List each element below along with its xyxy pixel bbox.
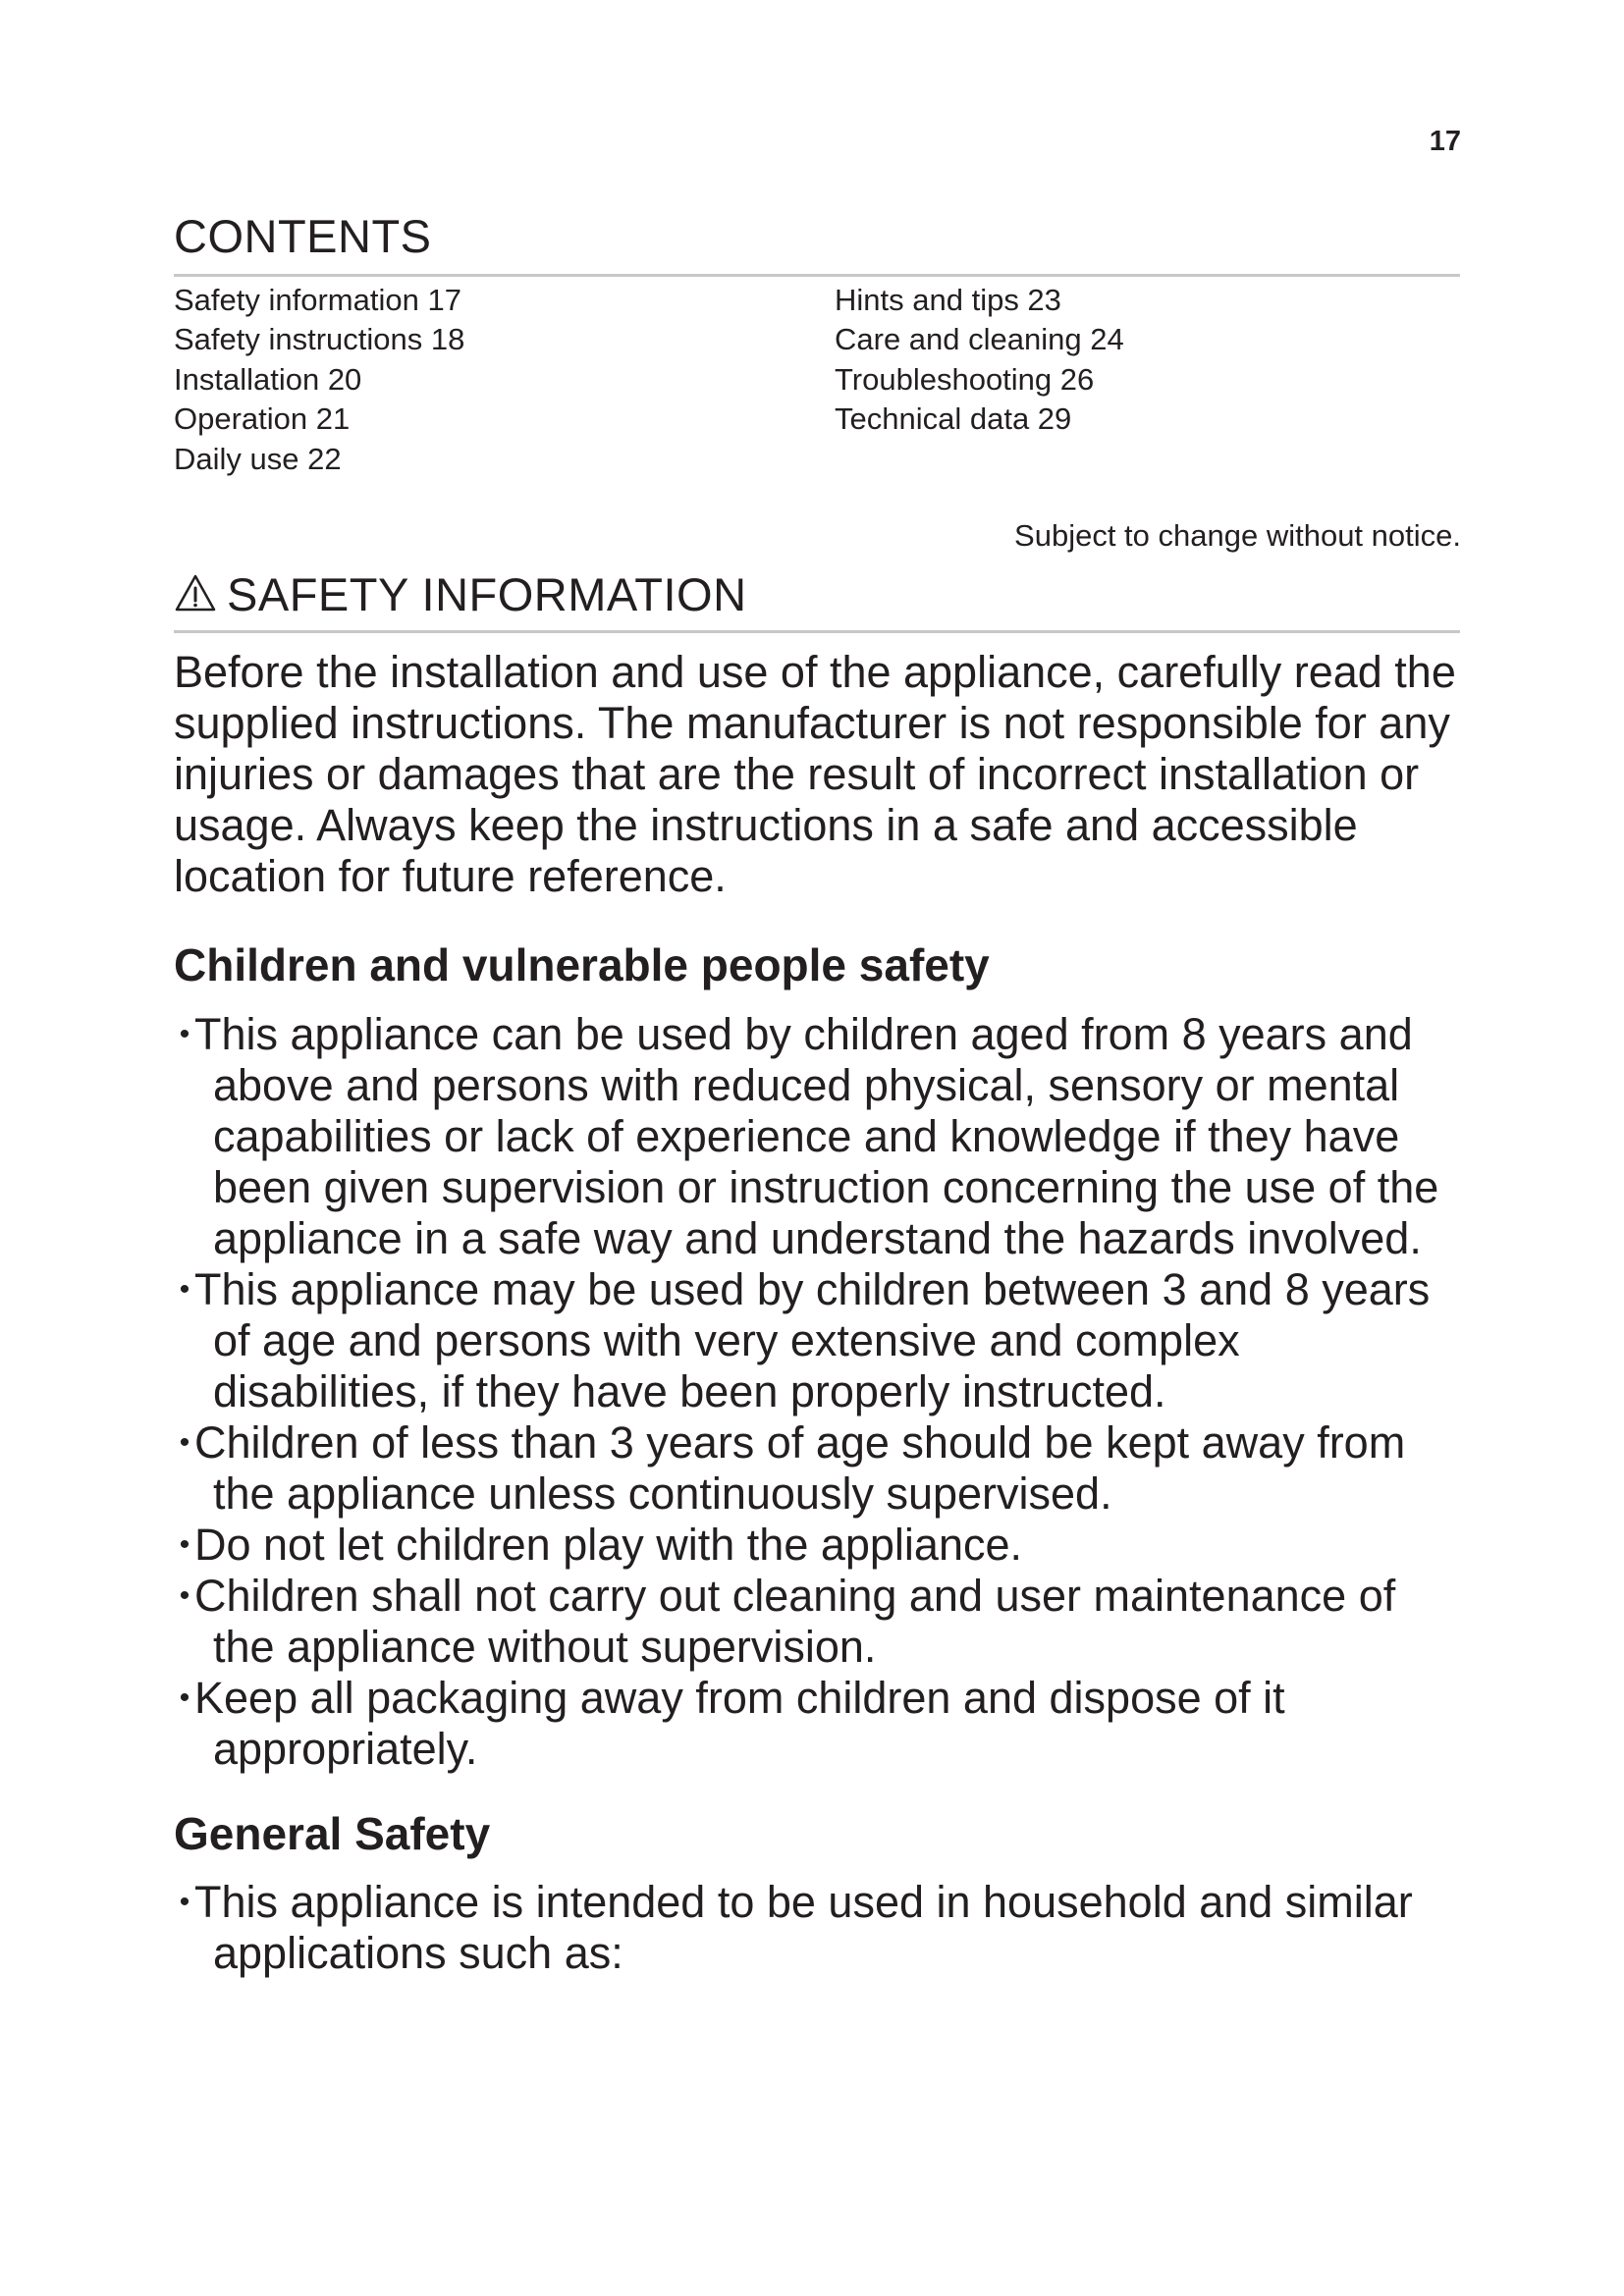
- list-item-text: Do not let children play with the appliance.: [194, 1519, 1023, 1570]
- bullet-dot-icon: •: [179, 1886, 190, 1919]
- list-item: [174, 1009, 1460, 1264]
- toc-item[interactable]: Hints and tips 23: [835, 282, 1061, 317]
- safety-title-text: SAFETY INFORMATION: [227, 568, 747, 620]
- safety-divider: [174, 630, 1460, 633]
- table-of-contents: [174, 281, 1460, 480]
- list-item: [174, 1877, 1460, 1979]
- toc-right-column: [835, 281, 1460, 480]
- list-item: [174, 1520, 1460, 1571]
- list-item: [174, 1571, 1460, 1673]
- safety-intro-paragraph: Before the installation and use of the appliance, carefully read the supplied instructions. The manufacturer is not responsible for any injuries or damages that are the result of incorrect installation or usage. Always keep the instructions in a safe and accessible location for future reference.: [174, 646, 1456, 901]
- bullet-dot-icon: •: [179, 1527, 190, 1561]
- list-item-text: This appliance is intended to be used in household and similar applications such as:: [194, 1877, 1413, 1979]
- safety-title: [174, 569, 1460, 620]
- list-item: [174, 1264, 1460, 1417]
- toc-item[interactable]: Safety information 17: [174, 282, 461, 317]
- list-item: [174, 1673, 1460, 1775]
- toc-item[interactable]: Troubleshooting 26: [835, 361, 1095, 397]
- toc-item[interactable]: Technical data 29: [835, 401, 1072, 437]
- bullet-dot-icon: •: [179, 1425, 190, 1459]
- safety-information-section: [174, 569, 1460, 1979]
- contents-section: [174, 211, 1460, 479]
- toc-item[interactable]: Installation 20: [174, 361, 362, 397]
- list-item-text: This appliance may be used by children between 3 and 8 years of age and persons with very extensive and complex disabilities, if they have been properly instructed.: [194, 1263, 1431, 1416]
- list-item-text: Children of less than 3 years of age should be kept away from the appliance unless continuously supervised.: [194, 1416, 1406, 1519]
- list-item: [174, 1417, 1460, 1520]
- bullet-dot-icon: •: [179, 1681, 190, 1714]
- toc-item[interactable]: Care and cleaning 24: [835, 322, 1124, 357]
- bullet-dot-icon: •: [179, 1578, 190, 1612]
- contents-divider: [174, 274, 1460, 277]
- toc-item[interactable]: Operation 21: [174, 401, 351, 437]
- list-item-text: Keep all packaging away from children and dispose of it appropriately.: [194, 1672, 1285, 1774]
- toc-item[interactable]: Daily use 22: [174, 441, 342, 476]
- toc-left-column: [174, 281, 835, 480]
- list-item-text: This appliance can be used by children aged from 8 years and above and persons with reduced physical, sensory or mental capabilities or lack of experience and knowledge if they have been given supervision or instruction concerning the use of the appliance in a safe way and understand the hazards involved.: [194, 1008, 1439, 1263]
- warning-triangle-icon: [174, 573, 217, 613]
- bullet-dot-icon: •: [179, 1017, 190, 1050]
- contents-title: CONTENTS: [174, 210, 432, 262]
- children-safety-list: [174, 1009, 1460, 1775]
- children-safety-heading: Children and vulnerable people safety: [174, 938, 990, 990]
- toc-item[interactable]: Safety instructions 18: [174, 322, 465, 357]
- general-safety-heading: General Safety: [174, 1807, 491, 1859]
- page-number: 17: [1429, 126, 1461, 157]
- change-notice: Subject to change without notice.: [1014, 518, 1461, 553]
- list-item-text: Children shall not carry out cleaning and user maintenance of the appliance without supervision.: [194, 1570, 1396, 1672]
- general-safety-list: [174, 1877, 1460, 1979]
- bullet-dot-icon: •: [179, 1272, 190, 1306]
